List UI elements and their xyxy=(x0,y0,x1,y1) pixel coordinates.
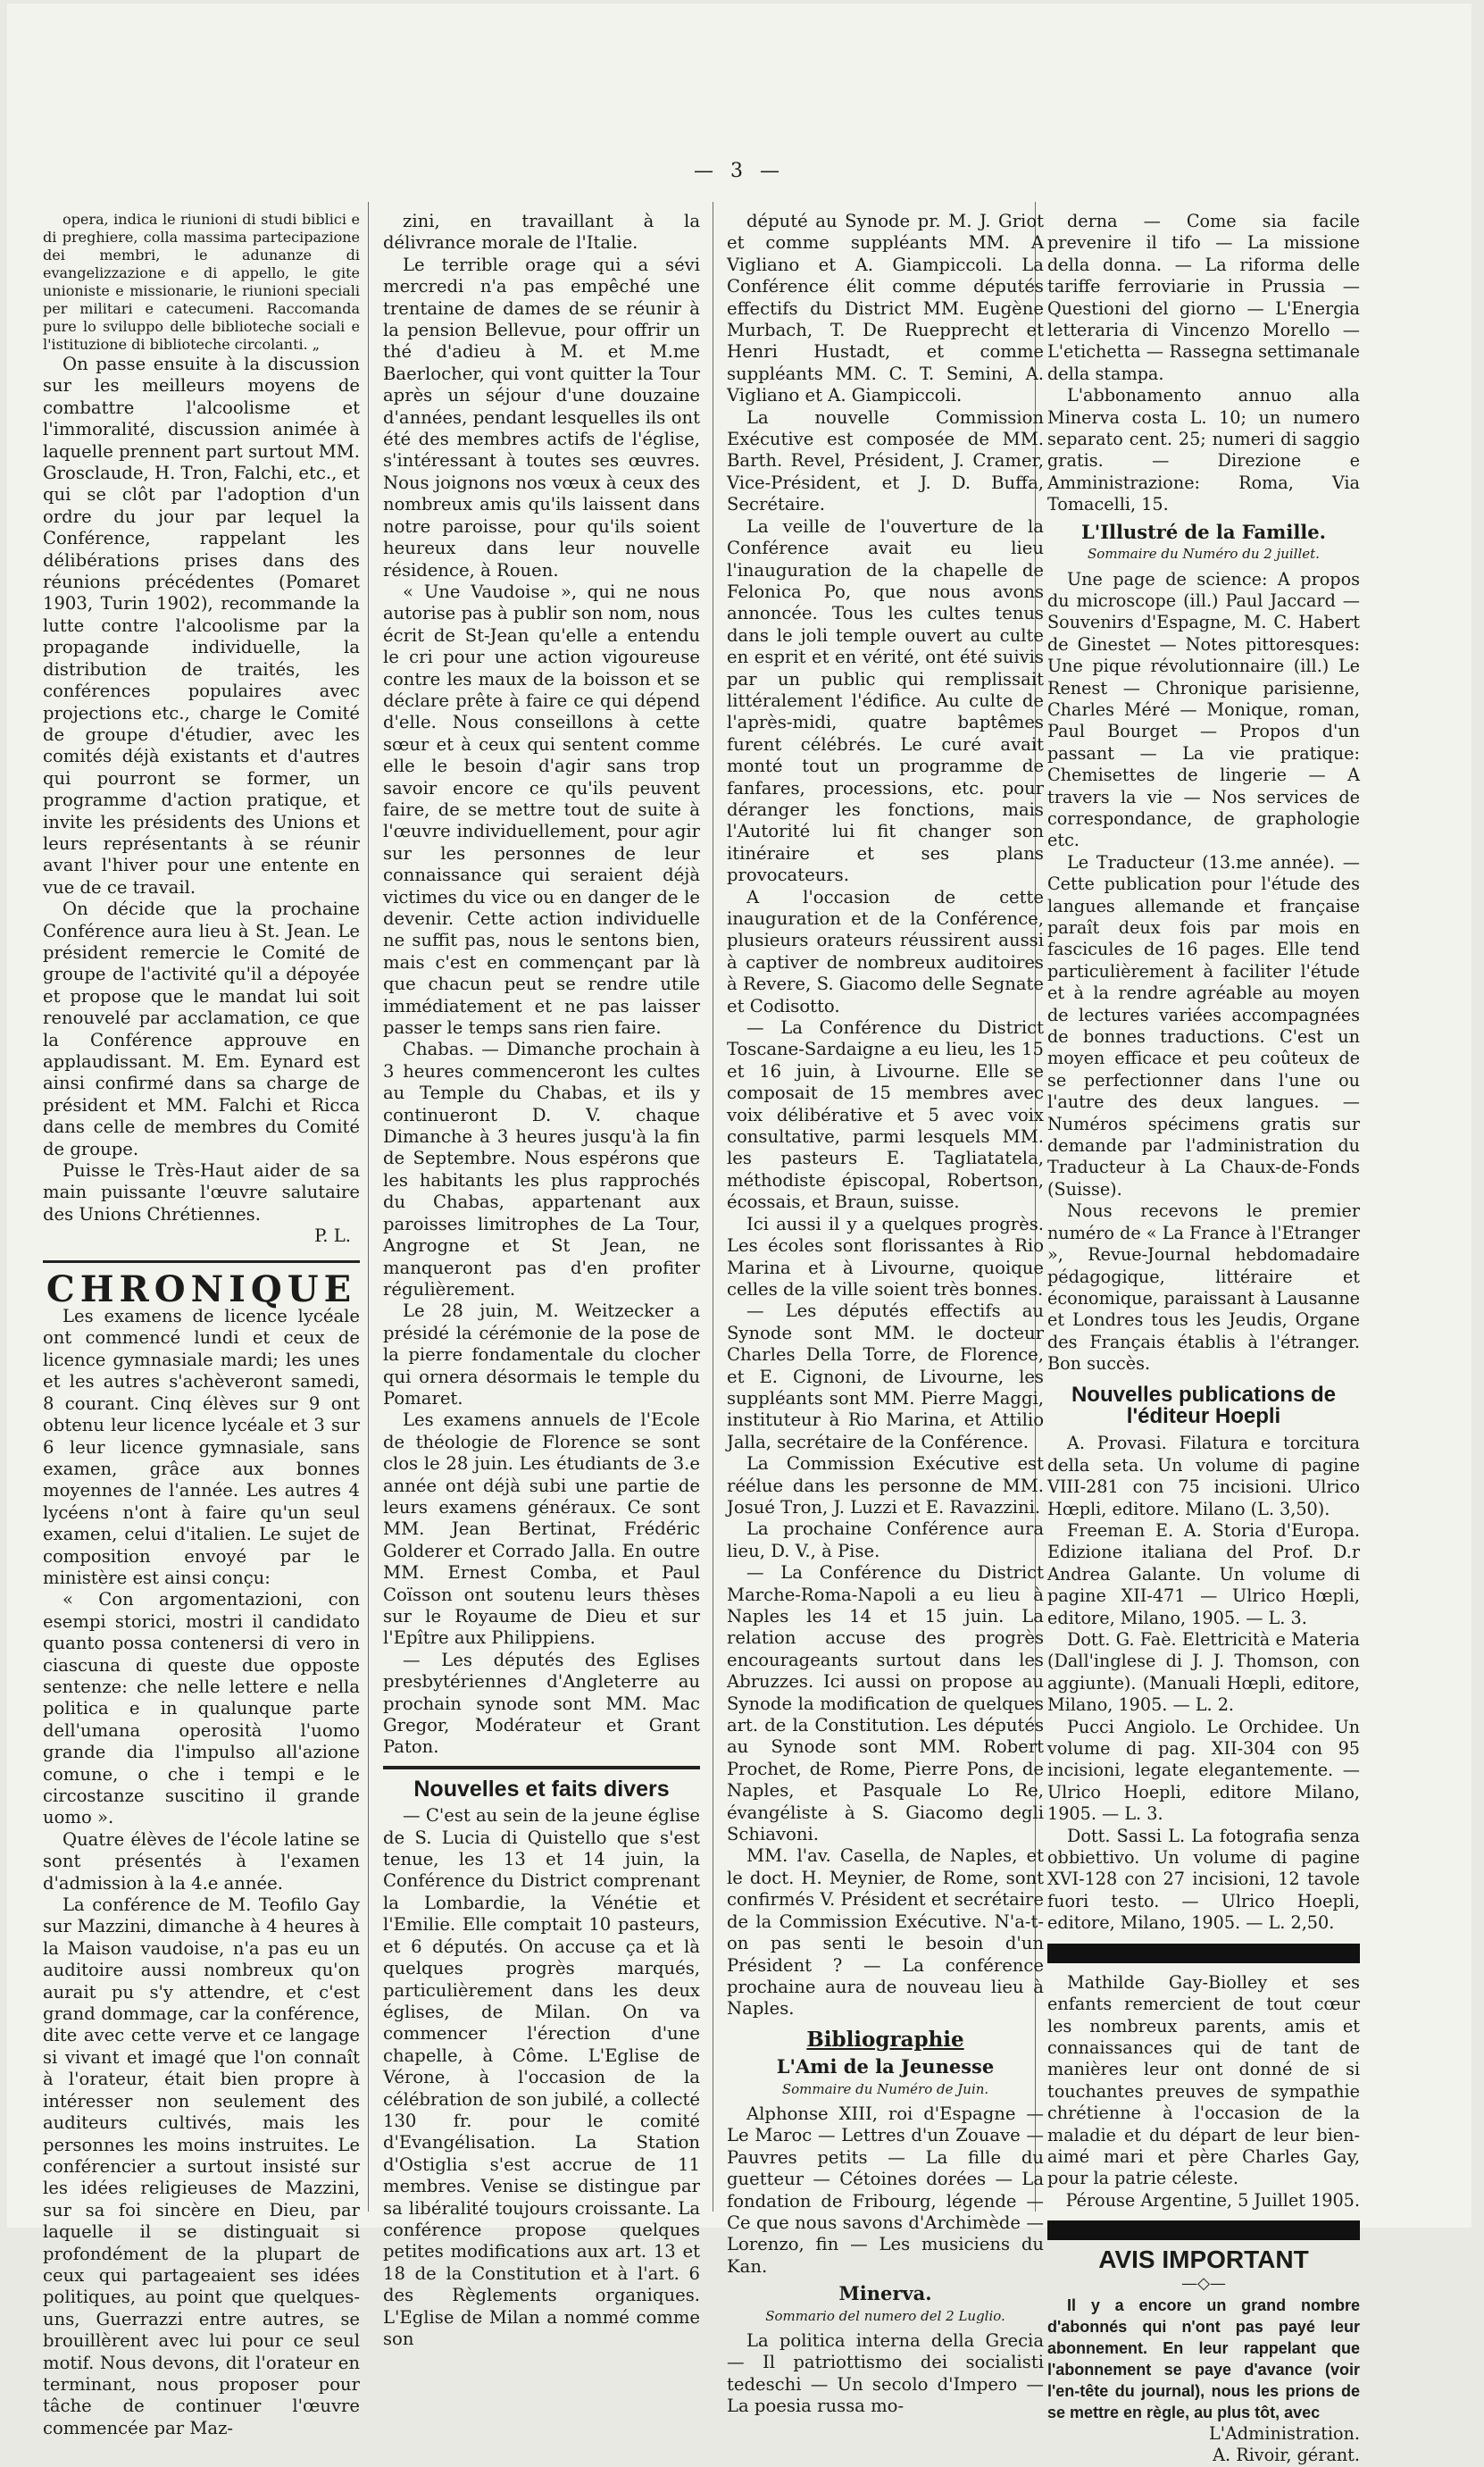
ami-summary-line: Sommaire du Numéro de Juin. xyxy=(781,2080,989,2097)
hoepli-heading: Nouvelles publications de l'éditeur Hoepli xyxy=(1071,1382,1337,1428)
gerant-signature: A. Rivoir, gérant. xyxy=(1213,2445,1360,2466)
minerva-summary-line: Sommario del numero del 2 Luglio. xyxy=(765,2307,1005,2324)
france-etranger-paragraph: Nous recevons le premier numéro de « La France à l'Etranger », Revue-Journal hebdomadaire pédagogique, littéraire et économique, paraissant à Lausanne et Londres tous les Jeudis, Organe des Français établis à l'étranger. Bon succès. xyxy=(1047,1200,1360,1375)
examens-paragraph: Les examens de licence lycéale ont commencé lundi et ceux de licence gymnasiale mardi; les unes et les autres s'achèveront samedi, 8 courant. Cinq élèves sur 9 ont obtenu leur licence lycéale et 3 sur 6 leur licence gymnasiale, sans examen, grâce aux bonnes moyennes de l'année. Les autres 4 lycéens n'ont à faire qu'un seul examen, celui d'italien. Le sujet de composition envoyé par le ministère est ainsi conçu: xyxy=(43,1306,360,1588)
gay-notice: Mathilde Gay-Biolley et ses enfants remercient de tout cœur les nombreux parents, amis et connaissances qui de tant de manières leur ont donné de si touchantes preuves de sympathie chrétienne à l'occasion de la maladie et du départ de leur bien-aimé mari et père Charles Gay, pour la patrie céleste. xyxy=(1047,1971,1360,2189)
ami-heading: L'Ami de la Jeunesse xyxy=(776,2055,995,2078)
napoli-paragraph: — La Conférence du District Marche-Roma-Napoli a eu lieu à Naples les 14 et 15 juin. La relation accuse des progrès encourageants surtout dans les Abruzzes. Ici aussi on propose au Synode la modification de quelques art. de la Constitution. Les députés au Synode sont MM. Robert Prochet, de Rome, Pierre Pons, de Naples, et Pasquale Lo Re, évangéliste à S. Giacomo degli Schiavoni. xyxy=(727,1562,1044,1845)
chabas-paragraph: Chabas. — Dimanche prochain à 3 heures commenceront les cultes au Temple du Chabas, et ils y continueront D. V. chaque Dimanche à 3 heures jusqu'à la fin de Septembre. Nous espérons que les habitants les plus rapprochés du Chabas, appartenant aux paroisses limitrophes de La Tour, Angrogne et St Jean, ne manqueront pas d'en profiter régulièrement. xyxy=(383,1039,700,1300)
hoepli-item: Freeman E. A. Storia d'Europa. Edizione italiana del Prof. D.r Andrea Galante. Un volume di pagine XII-471 — Ulrico Hœpli, editore, Milano, 1905. — L. 3. xyxy=(1047,1519,1360,1628)
alcoholism-paragraph: On passe ensuite à la discussion sur les meilleurs moyens de combattre l'alcoolisme et l'immoralité, discussion animée à laquelle prennent part surtout MM. Grosclaude, H. Tron, Falchi, etc., et qui se clôt par l'adoption d'un ordre du jour par lequel la Conférence, rappelant les délibérations prises dans des réunions précédentes (Pomaret 1903, Turin 1902), recommande la lutte contre l'alcoolisme par la propagande individuelle, la distribution de traités, les conférences populaires avec projections etc., charge le Comité de groupe d'étudier, avec les comités déjà existants et d'autres qui pourront se former, un programme d'action pratique, et invite les présidents des Unions et leurs représentants à se réunir avant l'hiver pour une entente en vue de ce travail. xyxy=(43,354,360,898)
deputies-paragraph: — Les députés effectifs au Synode sont MM. le docteur Charles Della Torre, de Florence, et E. Cignoni, de Livourne, les suppléants sont MM. Pierre Maggi, instituteur à Rio Marina, et Attilio Jalla, secrétaire de la Conférence. xyxy=(727,1300,1044,1452)
felonica-paragraph: La veille de l'ouverture de la Conférence avait eu lieu l'inauguration de la chapelle de Felonica Po, que nous avons annoncée. Tous les cultes tenus dans le joli temple ouvert au culte en esprit et en vérité, ont été suivis par un public qui remplissait littéralement l'édifice. Au culte de l'après-midi, quatre baptêmes furent célébrés. Le curé avait monté tout un programme de fanfares, processions, etc. pour déranger les fonctions, mais l'Autorité lui fit changer son itinéraire et ses plans provocateurs. xyxy=(727,515,1044,886)
author-signature: P. L. xyxy=(314,1225,351,1247)
avis-text: Il y a encore un grand nombre d'abonnés qui n'ont pas payé leur abonnement. En leur rappelant que l'abonnement se paye d'avance (voir l'en-tête du journal), nous les prions de se mettre en règle, au plus tôt, avec xyxy=(1047,2296,1360,2421)
hoepli-item: A. Provasi. Filatura e torcitura della seta. Un volume di pagine VIII-281 con 75 incisioni. Ulrico Hœpli, editore. Milano (L. 3,50). xyxy=(1047,1433,1360,1519)
minerva-heading: Minerva. xyxy=(838,2282,932,2305)
column-rule xyxy=(368,202,369,2212)
gay-notice-place-date: Pérouse Argentine, 5 Juillet 1905. xyxy=(1065,2189,1360,2211)
commission-paragraph: La nouvelle Commission Exécutive est composée de MM. Barth. Revel, Président, J. Cramer, Vice-Président, et J. D. Buffa, Secrétaire. xyxy=(727,406,1044,515)
minerva-continued: derna — Come sia facile prevenire il tifo — La missione della donna. — La riforma delle tariffe ferroviarie in Prussia — Questioni del giorno — L'Energia letteraria di Vincenzo Morello — L'etichetta — Rassegna settimanale della stampa. xyxy=(1047,211,1360,384)
page-number: — 3 — xyxy=(694,160,785,182)
casella-paragraph: MM. l'av. Casella, de Naples, et le doct. H. Meynier, de Rome, sont confirmés V. Président et secrétaire de la Commission Exécutive. N'a-t-on pas senti le besoin d'un Président ? — La conférence prochaine aura de nouveau lieu à Naples. xyxy=(727,1845,1044,2020)
reelected-paragraph: La Commission Exécutive est réélue dans les personne de MM. Josué Tron, J. Luzzi et E. Ravazzini. xyxy=(727,1453,1044,1518)
nouvelles-heading: Nouvelles et faits divers xyxy=(383,1766,700,1800)
famille-contents: Une page de science: A propos du microscope (ill.) Paul Jaccard — Souvenirs d'Espagne, M. C. Habert de Ginestet — Notes pittoresques: Une pique révolutionnaire (ill.) Le Renest — Chronique parisienne, Charles Méré — Monique, roman, Paul Bourget — Propos d'un passant — La vie pratique: Chemisettes de lingerie — A travers la vie — Nos services de correspondance, de graphologie etc. xyxy=(1047,568,1360,851)
column-2 xyxy=(383,211,700,2350)
toscane-paragraph: — La Conférence du District Toscane-Sardaigne a eu lieu, les 15 et 16 juin, à Livourne. Elle se composait de 15 membres avec voix délibérative et 5 avec voix consultative, parmi lesquels MM. les pasteurs E. Tagliatatela, méthodiste épiscopal, Robertson, écossais, et Braun, suisse. xyxy=(727,1017,1044,1213)
vaudoise-paragraph: « Une Vaudoise », qui ne nous autorise pas à publir son nom, nous écrit de St-Jean qu'elle a entendu le cri pour une action vigoureuse contre les maux de la boisson et se déclare prête à faire ce qui dépend d'elle. Nous conseillons à cette sœur et à ceux qui sentent comme elle le besoin d'agir sans trop savoir encore ce qu'ils peuvent faire, de se mettre tout de suite à l'œuvre individuellement, pour agir sur les personnes de leur connaissance qui seraient déjà victimes du vice ou en danger de le devenir. Cette action individuelle ne suffit pas, nous le sentons bien, mais c'est en commençant par là que chacun peut se rendre utile immédiatement et ne pas laisser passer le temps sans rien faire. xyxy=(383,581,700,1039)
zini-paragraph: zini, en travaillant à la délivrance morale de l'Italie. xyxy=(383,211,700,254)
florence-paragraph: Les examens annuels de l'Ecole de théologie de Florence se sont clos le 28 juin. Les étudiants de 3.e année ont déjà subi une partie de leurs examens généraux. Ce sont MM. Jean Bertinat, Frédéric Golderer et Corrado Jalla. En outre MM. Ernest Comba, et Paul Coïsson ont soutenu leurs thèses sur le Royaume de Dieu et sur l'Epître aux Philippiens. xyxy=(383,1409,700,1649)
italian-quote: « Con argomentazioni, con esempi storici, mostri il candidato quanto possa contenersi di vero in ciascuna di queste due opposte sentenze: che nelle lettere e nella politica e in qualunque parte dell'umana operosità l'uomo grande dia l'impulso all'azione comune, o che i tempi e le circostanze suscitino il grande uomo ». xyxy=(43,1589,360,1828)
minerva-subscription: L'abbonamento annuo alla Minerva costa L. 10; un numero separato cent. 25; numeri di saggio gratis. — Direzione e Amministrazione: Roma, Via Tomacelli, 15. xyxy=(1047,385,1360,515)
black-bar xyxy=(1047,2220,1360,2240)
traducteur-paragraph: Le Traducteur (13.me année). — Cette publication pour l'étude des langues allemande et française paraît deux fois par mois en fascicules de 16 pages. Elle tend particulièrement à faciliter l'étude et à la rendre agréable au moyen de lectures variées accompagnées de bonnes traductions. C'est un moyen efficace et peu coûteux de se perfectionner dans l'une ou l'autre des deux langues. — Numéros spécimens gratis sur demande par l'administration du Traducteur à La Chaux-de-Fonds (Suisse). xyxy=(1047,851,1360,1200)
ornament: —◇— xyxy=(1181,2273,1226,2293)
progress-paragraph: Ici aussi il y a quelques progrès. Les écoles sont florissantes à Rio Marina et à Livourne, quoique celles de la ville soient très bonnes. xyxy=(727,1213,1044,1300)
presbyterian-paragraph: — Les députés des Eglises presbytériennes d'Angleterre au prochain synode sont MM. Mac Gregor, Modérateur et Grant Paton. xyxy=(383,1649,700,1758)
lombardie-paragraph: — C'est au sein de la jeune église de S. Lucia di Quistello que s'est tenue, les 13 et 14 juin, la Conférence du District comprenant la Lombardie, la Vénétie et l'Emilie. Elle comptait 10 pasteurs, et 6 députés. On accuse ça et là quelques progrès marqués, particulièrement dans les deux églises, de Milan. On va commencer l'érection d'une chapelle, à Côme. L'Eglise de Vérone, à l'occasion de la célébration de son jubilé, a collecté 130 fr. pour le comité d'Evangélisation. La Station d'Ostiglia s'est accrue de 11 membres. Venise se distingue par sa libéralité toujours croissante. La conférence propose quelques petites modifications aux art. 13 et 18 de la Constitution et à l'art. 6 des Règlements organiques. L'Eglise de Milan a nommé comme son xyxy=(383,1805,700,2349)
column-1 xyxy=(43,211,360,2439)
pise-paragraph: La prochaine Conférence aura lieu, D. V., à Pise. xyxy=(727,1518,1044,1561)
ami-contents: Alphonse XIII, roi d'Espagne — Le Maroc — Lettres d'un Zouave — Pauvres petits — La fille du guetteur — Cétoines dorées — La fondation de Fribourg, légende — Ce que nous savons d'Archimède — Lorenzo, fin — Les musiciens du Kan. xyxy=(727,2103,1044,2277)
administration-signature: L'Administration. xyxy=(1208,2422,1360,2444)
famille-summary-line: Sommaire du Numéro du 2 juillet. xyxy=(1088,546,1320,563)
pomaret-paragraph: Le 28 juin, M. Weitzecker a présidé la cérémonie de la pose de la pierre fondamentale du clocher qui ornera désormais le temple du Pomaret. xyxy=(383,1300,700,1409)
black-bar xyxy=(1047,1944,1360,1963)
hoepli-item: Dott. Sassi L. La fotografia senza obbiettivo. Un volume di pagine XVI-128 con 27 incisioni, 12 tavole fuori testo. — Ulrico Hoepli, editore, Milano, 1905. — L. 2,50. xyxy=(1047,1825,1360,1934)
column-4 xyxy=(1047,211,1360,2467)
orators-paragraph: A l'occasion de cette inauguration et de la Conférence, plusieurs orateurs réussirent aussi à captiver de nombreux auditoires à Revere, S. Giacomo delle Segnate et Codisotto. xyxy=(727,886,1044,1016)
avis-heading: AVIS IMPORTANT xyxy=(1098,2245,1309,2274)
minerva-contents: La politica interna della Grecia — Il patriottismo dei socialisti tedeschi — Un secolo d'Impero — La poesia russa mo- xyxy=(727,2330,1044,2417)
column-3 xyxy=(727,211,1044,2418)
bibliographie-heading: Bibliographie xyxy=(806,2027,964,2052)
hoepli-item: Pucci Angiolo. Le Orchidee. Un volume di pag. XII-304 con 95 incisioni, legate elegantemente. — Ulrico Hoepli, editore Milano, 1905. — L. 3. xyxy=(1047,1716,1360,1825)
synode-paragraph: député au Synode pr. M. J. Griot et comme suppléants MM. A Vigliano et A. Giampiccoli. La Conférence élit comme députés effectifs du District MM. Eugène Murbach, T. De Ruepprecht et Henri Hustadt, et comme suppléants MM. C. T. Semini, A. Vigliano et A. Giampiccoli. xyxy=(727,211,1044,406)
famille-heading: L'Illustré de la Famille. xyxy=(1081,520,1326,543)
next-conference-paragraph: On décide que la prochaine Conférence aura lieu à St. Jean. Le président remercie le Comité de groupe de l'activité qu'il a dépoyée et propose que le mandat lui soit renouvelé par acclamation, ce que la Conférence approuve en applaudissant. M. Em. Eynard est ainsi confirmé dans sa charge de président et MM. Falchi et Ricca dans celle de membres du Comité de groupe. xyxy=(43,899,360,1159)
latin-school-paragraph: Quatre élèves de l'école latine se sont présentés à l'examen d'admission à la 4.e année. xyxy=(43,1828,360,1894)
mazzini-conference-paragraph: La conférence de M. Teofilo Gay sur Mazzini, dimanche à 4 heures à la Maison vaudoise, n'a pas eu un auditoire aussi nombreux qu'on aurait pu s'y attendre, et c'est grand dommage, car la conférence, dite avec cette verve et ce langage si vivant et imagé que l'on connaît à l'orateur, était bien propre à intéresser non seulement des auditeurs cultivés, mais les personnes les moins instruites. Le conférencier a surtout insisté sur les idées religieuses de Mazzini, sur sa foi sincère en Dieu, par laquelle il se distinguait si profondément de la plupart de ceux qui partageaient ses idées politiques, au point que quelques-uns, Guerrazzi entre autres, se brouillèrent avec lui pour ce seul motif. Nous devons, dit l'orateur en terminant, nous proposer pour tâche de continuer l'œuvre commencée par Maz- xyxy=(43,1894,360,2438)
storm-paragraph: Le terrible orage qui a sévi mercredi n'a pas empêché une trentaine de dames de se réunir à la pension Bellevue, pour offrir un thé d'adieu à M. et M.me Baerlocher, qui vont quitter la Tour après un séjour d'une douzaine d'années, pendant lesquelles ils ont été des membres actifs de l'église, s'intéressant à toutes ses œuvres. Nous joignons nos vœux à ceux des nombreux amis qu'ils laissent dans notre paroisse, pour qu'ils soient heureux dans leur nouvelle résidence, à Rouen. xyxy=(383,254,700,581)
newspaper-page xyxy=(7,4,1471,2466)
closing-paragraph: Puisse le Très-Haut aider de sa main puissante l'œuvre salutaire des Unions Chrétiennes. xyxy=(43,1160,360,1225)
hoepli-item: Dott. G. Faè. Elettricità e Materia (Dall'inglese di J. J. Thomson, con aggiunte). (Manuali Hœpli, editore, Milano, 1905. — L. 2. xyxy=(1047,1629,1360,1716)
chronique-heading: CHRONIQUE xyxy=(43,1260,360,1300)
italian-excerpt: opera, indica le riunioni di studi biblici e di preghiere, colla massima partecipazione dei membri, le adunanze di evangelizzazione e di appello, le gite unioniste e missionarie, le riunioni speciali per militari e catecumeni. Raccomanda pure lo sviluppo delle biblioteche sociali e l'istituzione di biblioteche circolanti. „ xyxy=(43,211,360,353)
